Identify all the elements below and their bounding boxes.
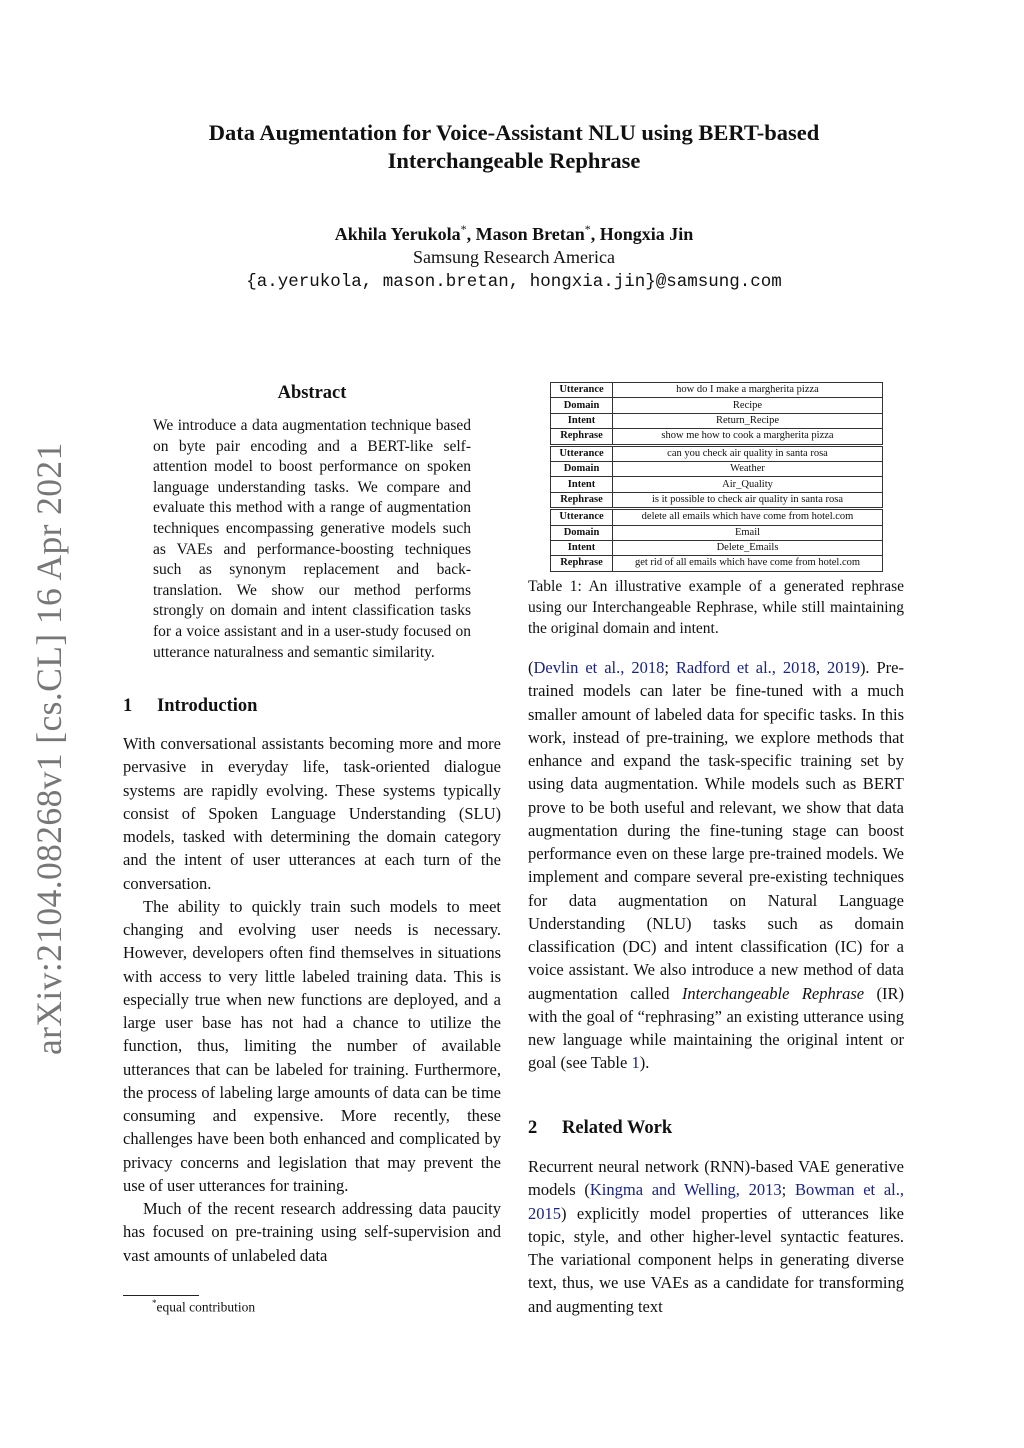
footnote [152, 1298, 255, 1316]
table-row [551, 540, 883, 555]
paragraph-text: (IR) with the goal of “rephrasing” an existing utterance using new language while maintaining the original intent or goal (see Table [528, 983, 904, 1073]
row-label: Rephrase [551, 556, 613, 571]
table-row [551, 383, 883, 398]
intro-paragraph-1: With conversational assistants becoming more and more pervasive in everyday life, task-oriented dialogue systems are rapidly evolving. These systems typically consist of Spoken Language Understanding (SLU) models, tasked with determining the domain category and the intent of user utterances at each turn of the conversation. [123, 734, 501, 893]
arxiv-side-stamp: arXiv:2104.08268v1 [cs.CL] 16 Apr 2021 [29, 442, 69, 1055]
related-paragraph-1 [528, 1155, 904, 1318]
row-label: Utterance [551, 510, 613, 525]
paragraph-text: ). Pre-trained models can later be fine-tuned with a much smaller amount of labeled data for specific tasks. In this work, instead of pre-training, we explore methods that enhance and expand the task-specific training set by using data augmentation. While models such as BERT prove to be both useful and relevant, we show that data augmentation during the fine-tuning stage can boost performance even on these large pre-trained models. We implement and compare several pre-existing techniques for data augmentation on Natural Language Understanding (NLU) tasks such as domain classification (DC) and intent classification (IC) for a voice assistant. We also introduce a new method of data augmentation called [528, 658, 904, 1003]
paren: ( [528, 658, 534, 677]
table-row [551, 429, 883, 444]
table-cell: delete all emails which have come from hotel.com [613, 510, 883, 525]
table-cell: Delete_Emails [613, 540, 883, 555]
row-label: Domain [551, 398, 613, 413]
introduction-body [123, 732, 501, 1267]
section-title: Introduction [157, 696, 258, 716]
paragraph-text: Recurrent neural network (RNN)-based VAE generative models ( [528, 1157, 904, 1200]
row-label: Utterance [551, 383, 613, 398]
row-label: Intent [551, 413, 613, 428]
section-1-heading [123, 696, 257, 717]
table-1-reference[interactable]: 1 [631, 1053, 640, 1073]
table-row [551, 525, 883, 540]
row-label: Intent [551, 477, 613, 492]
author-2: Mason Bretan [475, 224, 585, 244]
separator: ; [781, 1180, 795, 1200]
table-row [551, 556, 883, 571]
citation-radford[interactable]: Radford et al., 2018 [675, 658, 816, 677]
table-row [551, 398, 883, 413]
table-cell: can you check air quality in santa rosa [613, 446, 883, 461]
row-label: Utterance [551, 446, 613, 461]
paragraph-text: ) explicitly model properties of utterances like topic, style, and other higher-level syntactic features. The variational component helps in generating diverse text, thus, we use VAEs as a candidate for transforming and augmenting text [528, 1203, 904, 1316]
section-number: 2 [528, 1118, 538, 1138]
equal-contribution-mark: * [460, 222, 467, 236]
intro-paragraph-2: The ability to quickly train such models to meet changing and evolving user needs is necessary. However, developers often find themselves in situations with access to very little labeled training data. This is especially true when new functions are deployed, and a large user base has not had a chance to utilize the function, thus, limiting the number of available utterances that can be labeled for training. Furthermore, the process of labeling large amounts of data can be time consuming and expensive. More recently, these challenges have been both enhanced and complicated by privacy concerns and legislation that may prevent the use of user utterances for training. [123, 896, 501, 1195]
title-line-1: Data Augmentation for Voice-Assistant NLU using BERT-based [208, 120, 820, 145]
table-cell: get rid of all emails which have come from hotel.com [613, 556, 883, 571]
section-number: 1 [123, 696, 133, 716]
right-paragraph-1 [528, 656, 904, 1075]
separator: , [815, 658, 827, 677]
title-line-2: Interchangeable Rephrase [387, 148, 641, 173]
citation-radford-2019[interactable]: 2019 [826, 658, 860, 677]
author-list: Akhila Yerukola*, Mason Bretan*, Hongxia Jin [334, 222, 694, 244]
ir-term: Interchangeable Rephrase [681, 983, 865, 1003]
rephrase-example-table [550, 382, 883, 572]
related-work-body [528, 1155, 904, 1318]
table-row [551, 477, 883, 492]
citation-bowman[interactable]: Bowman et al., 2015 [528, 1180, 904, 1223]
author-1: Akhila Yerukola [334, 224, 461, 244]
footnote-rule [123, 1295, 199, 1296]
paper-title [140, 119, 888, 175]
row-label: Rephrase [551, 429, 613, 444]
table-cell: Return_Recipe [613, 413, 883, 428]
footnote-text: equal contribution [156, 1299, 256, 1315]
citation-kingma[interactable]: Kingma and Welling, 2013 [589, 1180, 782, 1200]
abstract-text: We introduce a data augmentation technique based on byte pair encoding and a BERT-like self-attention model to boost performance on spoken language understanding tasks. We compare and evaluate this method with a range of augmentation techniques encompassing generative models such as VAEs and performance-boosting techniques such as synonym replacement and back-translation. We show our method performs strongly on domain and intent classification tasks for a voice assistant and in a user-study focused on utterance naturalness and semantic similarity. [153, 417, 471, 661]
row-label: Rephrase [551, 492, 613, 507]
table-row [551, 510, 883, 525]
section-2-heading [528, 1118, 672, 1139]
affiliation: Samsung Research America [413, 247, 615, 267]
row-label: Domain [551, 525, 613, 540]
table-row [551, 492, 883, 507]
table-cell: Email [613, 525, 883, 540]
abstract-heading: Abstract [277, 383, 347, 403]
intro-paragraph-3: Much of the recent research addressing data paucity has focused on pre-training using self-supervision and vast amounts of unlabeled data [123, 1199, 501, 1265]
row-label: Intent [551, 540, 613, 555]
separator: ; [664, 658, 676, 677]
citation-devlin[interactable]: Devlin et al., 2018 [533, 658, 665, 677]
table-cell: Weather [613, 461, 883, 476]
table-cell: Recipe [613, 398, 883, 413]
table-cell: how do I make a margherita pizza [613, 383, 883, 398]
equal-contribution-mark: * [584, 222, 591, 236]
row-label: Domain [551, 461, 613, 476]
table-cell: show me how to cook a margherita pizza [613, 429, 883, 444]
table-row [551, 413, 883, 428]
table-row [551, 461, 883, 476]
table-caption: Table 1: An illustrative example of a generated rephrase using our Interchangeable Rephrase, while still maintaining the original domain and intent. [528, 578, 904, 637]
table-row [551, 446, 883, 461]
author-3: Hongxia Jin [599, 224, 694, 244]
section-title: Related Work [562, 1118, 673, 1138]
table-cell: is it possible to check air quality in santa rosa [613, 492, 883, 507]
paragraph-end: ). [639, 1053, 650, 1073]
right-column-body [528, 656, 904, 1075]
table-cell: Air_Quality [613, 477, 883, 492]
author-emails: {a.yerukola, mason.bretan, hongxia.jin}@samsung.com [246, 272, 782, 292]
footnote-mark: * [152, 1298, 157, 1308]
